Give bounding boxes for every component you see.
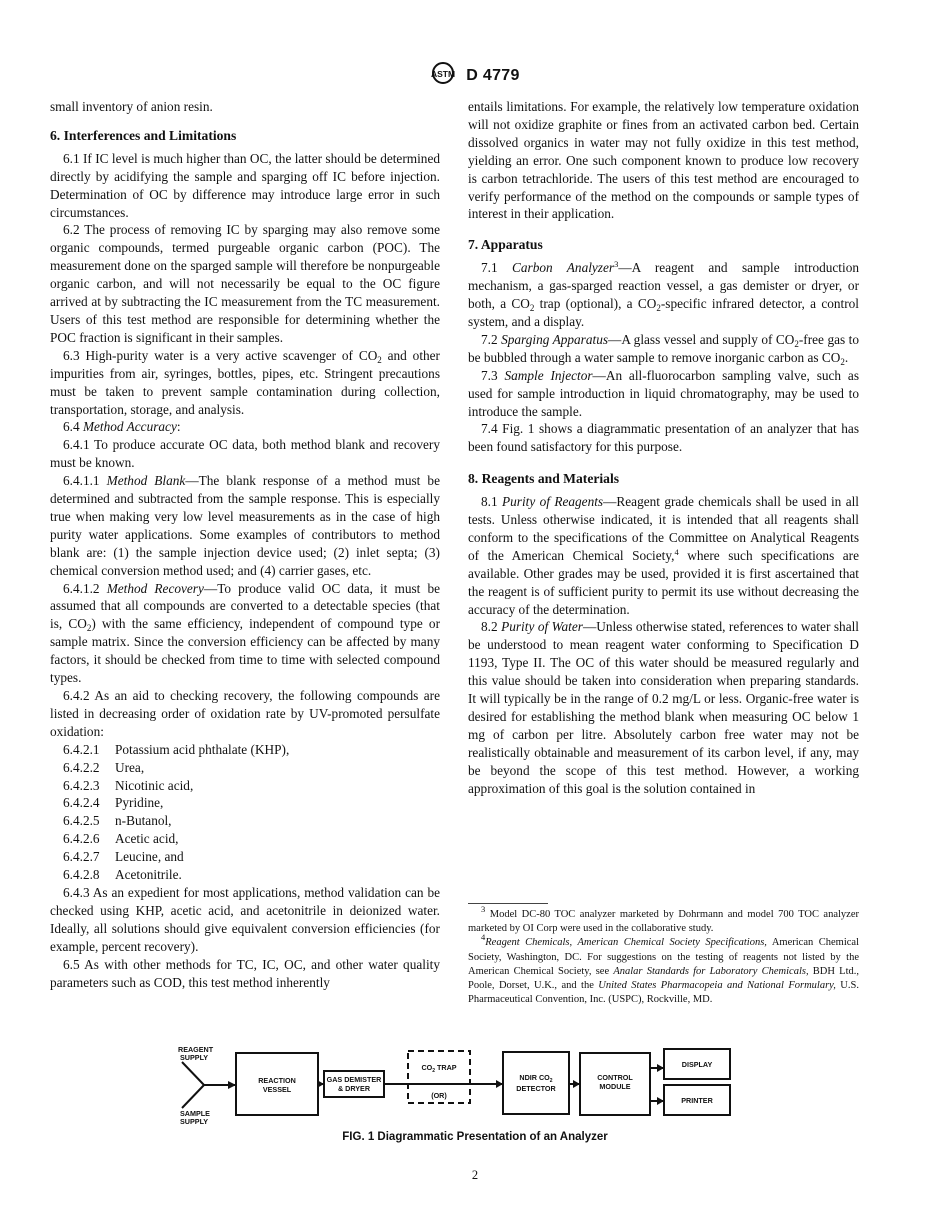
arrow-head [657, 1097, 664, 1105]
paragraph-7-4: 7.4 Fig. 1 shows a diagrammatic presentation of an analyzer that has been found satisfactory for this purpose. [468, 421, 859, 455]
list-item: 6.4.2.7 Leucine, and [63, 849, 184, 865]
paragraph-6-4-2: 6.4.2 As an aid to checking recovery, the following compounds are listed in decreasing order of oxidation rate by UV-promoted persulfate oxidation: [50, 688, 440, 739]
reaction-vessel-label-2: VESSEL [262, 1085, 292, 1094]
reagent-supply-label-2: SUPPLY [180, 1053, 209, 1062]
list-item: 6.4.2.2 Urea, [63, 759, 145, 775]
arrow-head [573, 1080, 580, 1088]
paragraph-8-2: 8.2 Purity of Water—Unless otherwise stated, references to water shall be understood to mean reagent water conforming to Specification D 1193, Type II. The OC of this water should be measured regularly and this value should be taken into consideration when preparing standards. It will typically be in the range of 0.2 mg/L or less. Organic-free water is desired for establishing the method blank when measuring OC below 1 mg of carbon per litre. Absolutely carbon free water may not be realistically obtainable and measurement of its carbon level, if any, may be beyond the scope of this test method. However, a working approximation of this goal is the solution contained in [468, 619, 859, 796]
astm-logo-icon [430, 62, 456, 84]
paragraph-6-4-3: 6.4.3 As an expedient for most applications, method validation can be checked using KHP, acetic acid, and acetonitrile in deionized water. Ideally, all solutions should give equivalent conversion efficiencies (for example, percent recovery). [50, 884, 440, 954]
footnote-4: $^4$Reagent Chemicals, American Chemical Society Specifications, American Chemical Society, Washington, DC. For suggestions on the testing of reagents not listed by the American Chemical Society, see Analar Standards for Laboratory Chemicals, BDH Ltd., Poole, Dorset, U.K., and the United States Pharmacopeia and National Formulary, U.S. Pharmaceutical Convention, Inc. (USPC), Rockville, MD. [468, 932, 860, 1006]
paragraph-6-4: 6.4 Method Accuracy: [63, 419, 181, 435]
paragraph-6-3: 6.3 High-purity water is a very active scavenger of $CO_2$ and other impurities from air, syringes, bottles, pipes, etc. Stringent precautions must be taken to prevent sample contamination during collection, transportation, storage, and analysis. [50, 347, 440, 417]
printer-label: PRINTER [681, 1096, 713, 1105]
list-item: 6.4.2.4 Pyridine, [63, 795, 164, 811]
analyzer-diagram [170, 1040, 770, 1140]
paragraph-6-5: 6.5 As with other methods for TC, IC, OC, and other water quality parameters such as COD, this test method inherently [50, 956, 440, 990]
right-column [468, 98, 859, 798]
arrow-head [657, 1064, 664, 1072]
ndir-label-2: DETECTOR [516, 1084, 556, 1093]
list-item: 6.4.2.3 Nicotinic acid, [63, 777, 194, 793]
reaction-vessel-label: REACTION [258, 1076, 296, 1085]
reagent-supply-label: REAGENT [178, 1045, 214, 1054]
astm-logo-text: ASTM [431, 69, 456, 79]
paragraph-6-4-1-2: 6.4.1.2 Method Recovery—To produce valid OC data, it must be assumed that all compounds are converted to a detectable species (that is, $CO_2$) with the same efficiency, independent of compound type or sample matrix. Since the conversion efficiency can be affected by many factors, it should be checked from time to time with selected compound types. [50, 580, 441, 686]
footnote-divider [468, 903, 548, 904]
paragraph: small inventory of anion resin. [50, 99, 213, 114]
control-module-label: CONTROL [597, 1073, 633, 1082]
page-header [0, 62, 950, 89]
paragraph-6-4-1: 6.4.1 To produce accurate OC data, both method blank and recovery must be known. [50, 437, 440, 471]
compound-list [50, 741, 440, 884]
paragraph-7-1: 7.1 Carbon Analyzer$^3$—A reagent and sample introduction mechanism, a gas-sparged reaction vessel, a gas demister or dryer, or both, a $CO_2$ trap (optional), a $CO_2$-specific infrared detector, a control system, and a display. [468, 259, 859, 329]
sample-supply-label-2: SUPPLY [180, 1117, 209, 1126]
paragraph-continued: entails limitations. For example, the relatively low temperature oxidation will not oxidize graphite or fines from an activated carbon bed. Certain dissolved organics in water may not fully oxidize in this test method, yielding an error. One such component known to produce low recovery is carbon tetrachloride. The users of this test method are encouraged to verify performance of the method on the compounds or sample types of interest in their application. [468, 99, 859, 222]
paragraph-6-1: 6.1 If IC level is much higher than OC, the latter should be determined directly by acidifying the sample and sparging off IC before injection. Determination of OC by difference may introduce large error in such circumstances. [50, 150, 440, 220]
footnote-3: $^3$ Model DC-80 TOC analyzer marketed by Dohrmann and model 700 TOC analyzer marketed by OI Corp were used in the collaborative study. [468, 904, 859, 935]
paragraph-7-3: 7.3 Sample Injector—An all-fluorocarbon sampling valve, such as used for sample introduction in liquid chromatography, may be used to introduce the sample. [468, 367, 859, 419]
co2-trap-label: $CO_2$ TRAP [421, 1063, 457, 1074]
control-module-label-2: MODULE [599, 1082, 631, 1091]
sample-line [182, 1085, 204, 1108]
sample-supply-label: SAMPLE [180, 1109, 210, 1118]
demister-label-2: & DRYER [337, 1084, 371, 1093]
astm-logo [430, 62, 456, 89]
footnotes [468, 904, 860, 1007]
figure-caption: FIG. 1 Diagrammatic Presentation of an Analyzer [342, 1131, 608, 1143]
arrow-head [496, 1080, 503, 1088]
paragraph-7-2: 7.2 Sparging Apparatus—A glass vessel and supply of $CO_2$-free gas to be bubbled through a water sample to remove inorganic carbon as $CO_2$. [468, 331, 859, 367]
or-label: (OR) [431, 1091, 447, 1100]
display-label: DISPLAY [681, 1060, 713, 1069]
reagent-line [182, 1062, 204, 1085]
list-item: 6.4.2.6 Acetic acid, [63, 831, 179, 847]
arrow-head [228, 1081, 236, 1089]
section-heading-6: 6. Interferences and Limitations [50, 127, 237, 143]
paragraph-6-2: 6.2 The process of removing IC by sparging may also remove some organic compounds, termed purgeable organic carbon (POC). The measurement done on the sparged sample will therefore be nonpurgeable organic carbon, and will not necessarily be equal to the OC figure arrived at by subtracting the IC measurement from the TC measurement. Users of this test method are responsible for determining whether the POC fraction is significant in their samples. [50, 222, 440, 345]
ndir-label: NDIR $CO_2$ [519, 1073, 553, 1084]
ndir-detector-box [503, 1052, 569, 1114]
left-column [50, 98, 440, 991]
arrow-head [317, 1080, 324, 1088]
section-heading-8: 8. Reagents and Materials [468, 471, 620, 487]
demister-label: GAS DEMISTER [326, 1075, 382, 1084]
list-item: 6.4.2.1 Potassium acid phthalate (KHP), [63, 741, 290, 757]
list-item: 6.4.2.8 Acetonitrile. [63, 867, 182, 883]
designation: D 4779 [466, 66, 520, 84]
list-item: 6.4.2.5 n-Butanol, [63, 813, 172, 829]
paragraph-6-4-1-1: 6.4.1.1 Method Blank—The blank response of a method must be determined and subtracted from the sample response. This is especially true when making very low level measurements as in the case of high purity water applications. Some examples of contributors to method blank are: (1) the sample injection device used; (2) inlet septa; (3) chemical conversion method used; and (4) carrier gases, etc. [50, 473, 440, 578]
page-number: 2 [471, 1168, 479, 1182]
paragraph-8-1: 8.1 Purity of Reagents—Reagent grade chemicals shall be used in all tests. Unless otherwise indicated, it is intended that all reagents shall conform to the specifications of the Committee on Analytical Reagents of the American Chemical Society,$^4$ where such specifications are available. Other grades may be used, provided it is first ascertained that the reagent is of sufficient purity to permit its use without decreasing the accuracy of the determination. [468, 494, 860, 617]
section-heading-7: 7. Apparatus [468, 237, 543, 253]
